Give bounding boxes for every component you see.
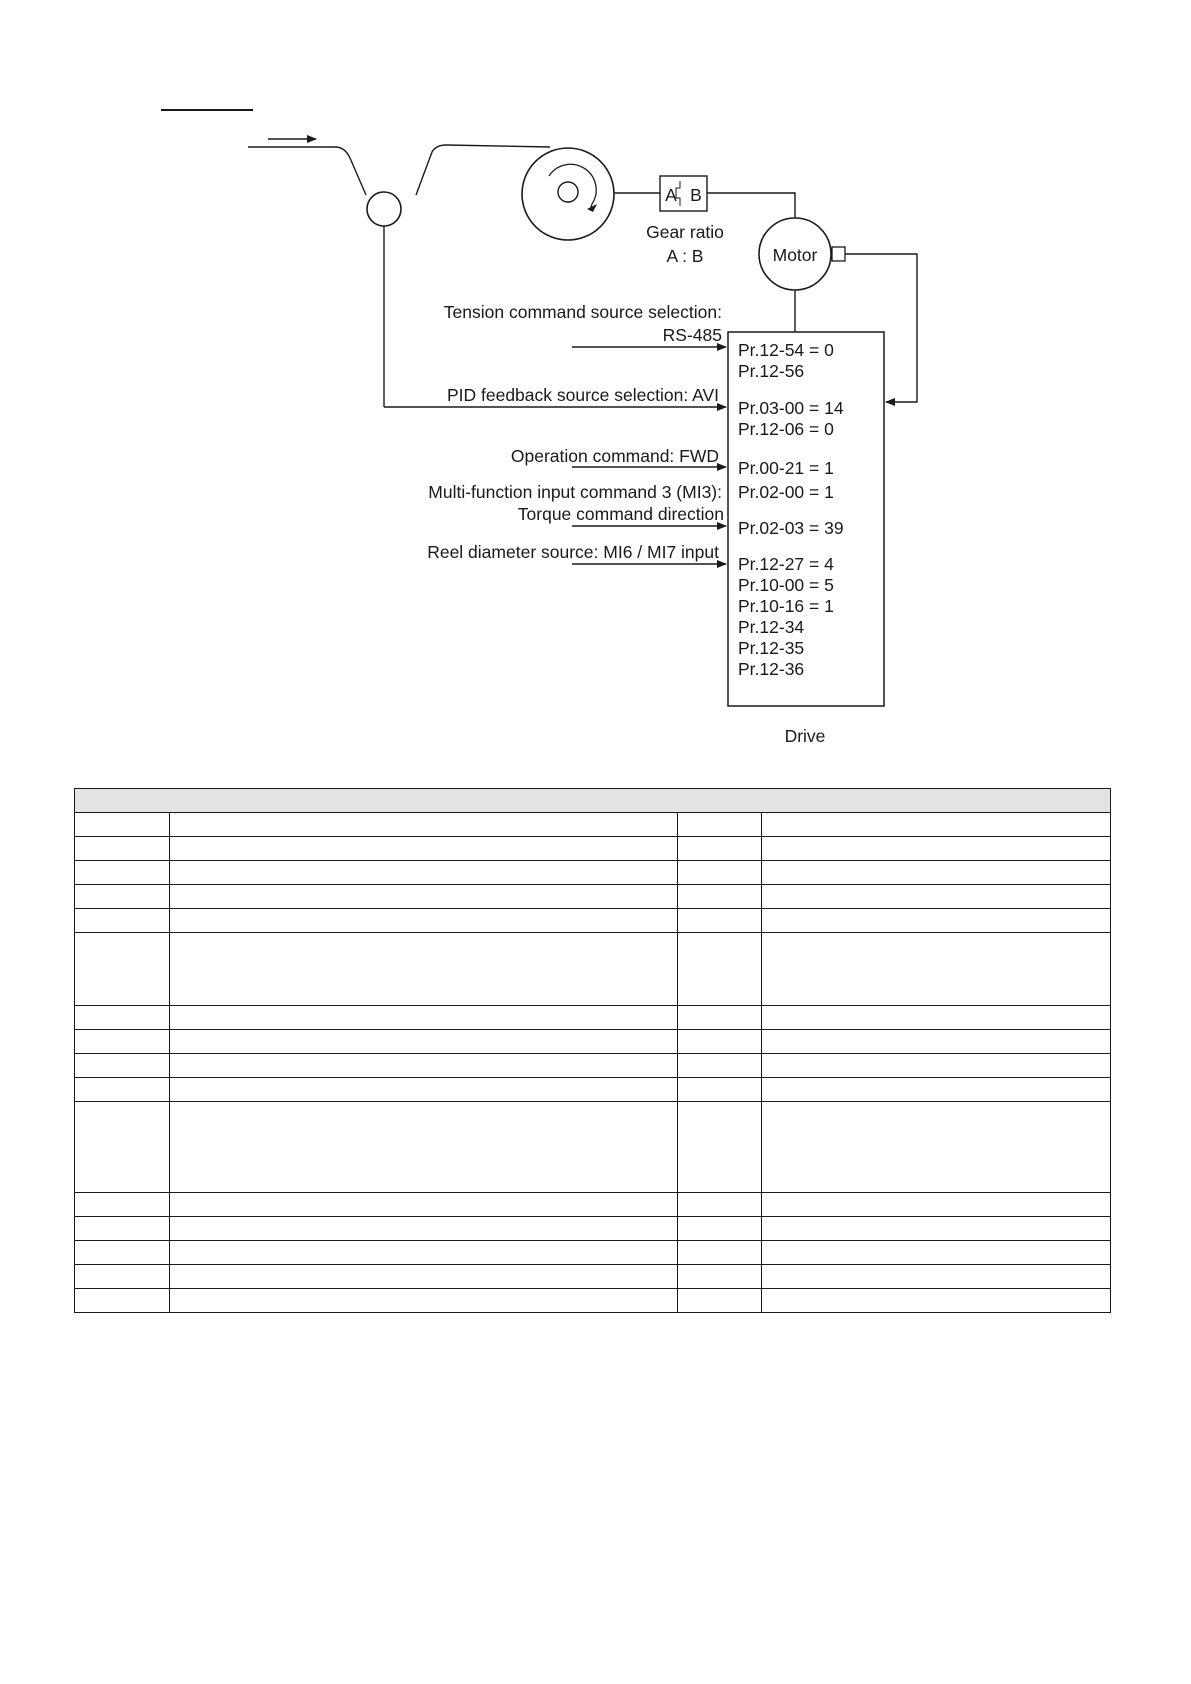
table-row (75, 861, 1111, 885)
param-item: Pr.10-16 = 1 (738, 596, 834, 616)
table-row (75, 837, 1111, 861)
tension-source-value: RS-485 (662, 325, 722, 345)
table-row (75, 1006, 1111, 1030)
table-row (75, 885, 1111, 909)
param-item: Pr.03-00 = 14 (738, 398, 844, 418)
gear-label-b: B (690, 185, 702, 205)
dancer-roller (367, 192, 401, 226)
param-item: Pr.12-35 (738, 638, 805, 658)
operation-command-label: Operation command: FWD (510, 446, 719, 466)
tension-source-label: Tension command source selection: (443, 302, 722, 322)
drive-label: Drive (784, 726, 826, 746)
param-item: Pr.12-27 = 4 (738, 554, 834, 574)
table-row (75, 813, 1111, 837)
pid-feedback-label: PID feedback source selection: AVI (446, 385, 719, 405)
param-item: Pr.10-00 = 5 (738, 575, 834, 595)
param-item: Pr.12-54 = 0 (738, 340, 834, 360)
encoder-box (832, 247, 845, 261)
parameter-table (74, 788, 1111, 1313)
param-item: Pr.02-03 = 39 (738, 518, 844, 538)
table-header (75, 789, 1111, 813)
param-item: Pr.12-06 = 0 (738, 419, 834, 439)
gear-label-a: A (665, 185, 677, 205)
table-row (75, 1217, 1111, 1241)
param-item: Pr.12-36 (738, 659, 805, 679)
reel-diameter-label: Reel diameter source: MI6 / MI7 input (427, 542, 719, 562)
gear-ratio-value: A : B (666, 246, 704, 266)
mi3-direction-label: Torque command direction (517, 504, 724, 524)
gear-motor-shaft (707, 193, 795, 218)
table-row (75, 1193, 1111, 1217)
table-row (75, 1030, 1111, 1054)
table-row (75, 1289, 1111, 1313)
gear-ratio-label: Gear ratio (646, 222, 724, 242)
mi3-label: Multi-function input command 3 (MI3): (428, 482, 722, 502)
table-row (75, 1078, 1111, 1102)
param-item: Pr.12-56 (738, 361, 805, 381)
material-web-path (248, 145, 550, 195)
table-row (75, 1265, 1111, 1289)
table-row (75, 909, 1111, 933)
table-row (75, 1241, 1111, 1265)
reel-hub (558, 182, 578, 202)
table-row (75, 1054, 1111, 1078)
param-item: Pr.12-34 (738, 617, 805, 637)
table-row (75, 933, 1111, 1006)
param-item: Pr.00-21 = 1 (738, 458, 834, 478)
motor-label: Motor (772, 245, 818, 265)
param-item: Pr.02-00 = 1 (738, 482, 834, 502)
tension-control-diagram (0, 0, 1191, 760)
table-row (75, 1102, 1111, 1193)
